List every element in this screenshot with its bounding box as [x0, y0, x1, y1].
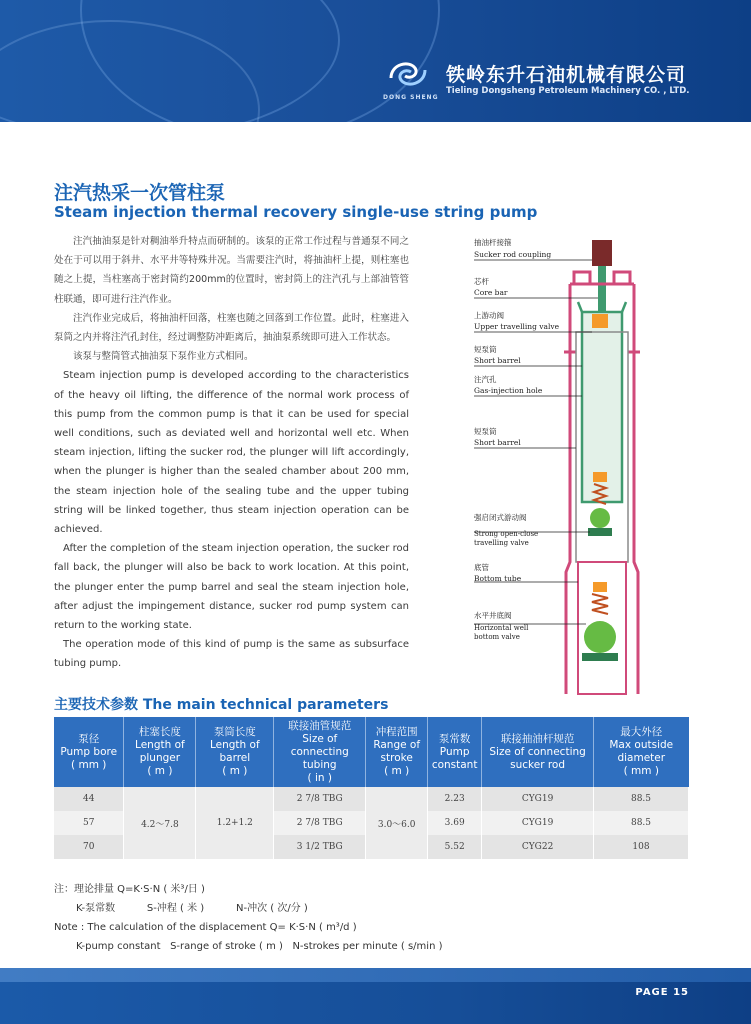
label-gas-hole-en: Gas-injection hole	[474, 386, 543, 395]
cell-rod: CYG22	[482, 835, 594, 859]
label-bottom-tube-cn: 底管	[474, 563, 489, 572]
header-sucker-rod-size: 联接抽油杆规范 Size of connecting sucker rod	[482, 717, 594, 787]
cell-diameter: 88.5	[594, 787, 689, 811]
label-upper-valve-cn: 上游动阀	[474, 311, 504, 320]
paragraph-cn: 注汽抽油泵是针对稠油举升特点而研制的。该泵的正常工作过程与普通泵不同之处在于可以用于斜井、水平井等特殊井况。当需要注汽时，将抽油杆上提，则柱塞也随之上提，当柱塞高于密封筒约200mm的位置时，密封筒上的注汽孔与上部油管管柱联通，即可进行注汽作业。	[54, 236, 409, 305]
label-bottom-valve-en: Horizontal well bottom valve	[474, 624, 529, 641]
label-short-barrel-cn: 短泵筒	[474, 345, 497, 354]
label-travelling-valve-en: Strong open-close travelling valve	[474, 530, 539, 547]
note-line: 注：理论排量 Q=K·S·N ( 米³/日 )	[54, 884, 205, 895]
pump-structure-diagram	[470, 232, 670, 702]
cell-stroke-range: 3.0～6.0	[366, 787, 428, 859]
table-header-row	[54, 717, 689, 787]
description-text	[54, 232, 409, 674]
cell-bore: 44	[54, 787, 124, 811]
table-row	[54, 787, 689, 811]
label-travelling-valve-cn: 强启闭式游动阀	[474, 513, 527, 522]
label-upper-valve-en: Upper travelling valve	[474, 322, 560, 331]
header-barrel-length: 泵筒长度 Length of barrel ( m )	[196, 717, 274, 787]
note-line: K-泵常数 S-冲程 ( 米 ) N-冲次 ( 次/分 )	[76, 903, 308, 914]
page-title-en: Steam injection thermal recovery single-use string pump	[54, 203, 538, 221]
sucker-rod-coupling-shape	[592, 240, 612, 266]
header-plunger-length: 柱塞长度 Length of plunger ( m )	[124, 717, 196, 787]
header-stroke-range: 冲程范围 Range of stroke ( m )	[366, 717, 428, 787]
cell-tubing: 2 7/8 TBG	[274, 787, 366, 811]
label-core-bar-cn: 芯杆	[474, 277, 489, 286]
page-header	[0, 0, 751, 122]
formula-notes	[54, 880, 443, 956]
label-sucker-rod-coupling-cn: 抽油杆接箍	[474, 238, 512, 247]
header-pump-bore: 泵径 Pump bore ( mm )	[54, 717, 124, 787]
cell-rod: CYG19	[482, 811, 594, 835]
cell-barrel-length: 1.2+1.2	[196, 787, 274, 859]
cell-tubing: 3 1/2 TBG	[274, 835, 366, 859]
label-short-barrel-2-cn: 短泵筒	[474, 427, 497, 436]
company-name-cn: 铁岭东升石油机械有限公司	[446, 64, 687, 86]
cell-constant: 3.69	[428, 811, 482, 835]
label-short-barrel-en: Short barrel	[474, 356, 521, 365]
paragraph-cn: 该泵与整筒管式抽油泵下泵作业方式相同。	[73, 351, 254, 363]
travelling-valve-ball-shape	[590, 508, 610, 528]
core-bar-shape	[598, 266, 606, 312]
label-core-bar-en: Core bar	[474, 288, 508, 297]
note-line: K-pump constant S-range of stroke ( m ) N-strokes per minute ( s/min )	[76, 941, 443, 952]
logo-text: DONG SHENG	[383, 94, 439, 101]
paragraph-en: The operation mode of this kind of pump is the same as subsurface tubing pump.	[54, 639, 409, 670]
company-logo-icon	[385, 56, 431, 92]
cell-plunger-length: 4.2～7.8	[124, 787, 196, 859]
cell-rod: CYG19	[482, 787, 594, 811]
bottom-valve-ball-shape	[584, 621, 616, 653]
label-gas-hole-cn: 注汽孔	[474, 375, 497, 384]
cell-constant: 2.23	[428, 787, 482, 811]
cell-bore: 57	[54, 811, 124, 835]
header-tubing-size: 联接油管规范 Size of connecting tubing ( in )	[274, 717, 366, 787]
footer-band	[0, 968, 751, 982]
note-line: Note : The calculation of the displacement Q= K·S·N ( m³/d )	[54, 922, 357, 933]
parameters-title: 主要技术参数 The main technical parameters	[54, 697, 389, 713]
company-name-en: Tieling Dongsheng Petroleum Machinery CO. , LTD.	[446, 86, 690, 96]
label-sucker-rod-coupling-en: Sucker rod coupling	[474, 250, 552, 259]
page-number: PAGE 15	[635, 987, 689, 998]
paragraph-en: Steam injection pump is developed according to the characteristics of the heavy oil lifting, the difference of the normal work process of this pump from the common pump is that it can be used for special well conditions, such as deviated well and horizontal well etc. When steam injection, lifting the sucker rod, the plunger will lift accordingly, when the plunger is higher than the sealed chamber about 200 mm, the steam injection hole of the sealing tube and the upper tubing string will be linked together, thus steam injection operation can be achieved.	[54, 370, 409, 536]
cell-constant: 5.52	[428, 835, 482, 859]
cell-tubing: 2 7/8 TBG	[274, 811, 366, 835]
page-title-cn: 注汽热采一次管柱泵	[54, 182, 226, 204]
cell-diameter: 88.5	[594, 811, 689, 835]
paragraph-cn: 注汽作业完成后，将抽油杆回落，柱塞也随之回落到工作位置。此时，柱塞进入泵筒之内并将注汽孔封住，经过调整防冲距离后，抽油泵系统即可进入工作状态。	[54, 312, 409, 344]
cell-diameter: 108	[594, 835, 689, 859]
label-short-barrel-2-en: Short barrel	[474, 438, 521, 447]
label-bottom-valve-cn: 水平井底阀	[474, 611, 512, 620]
paragraph-en: After the completion of the steam injection operation, the sucker rod fall back, the plunger will also be back to work location. At this point, the plunger enter the pump barrel and seal the steam injection hole, after adjust the impingement distance, sucker rod pump system can return to the working state.	[54, 543, 409, 632]
label-bottom-tube-en: Bottom tube	[474, 574, 522, 583]
upper-valve-shape	[592, 314, 608, 328]
cell-bore: 70	[54, 835, 124, 859]
header-max-diameter: 最大外径 Max outside diameter ( mm )	[594, 717, 689, 787]
parameters-table	[54, 717, 689, 859]
header-pump-constant: 泵常数 Pump constant	[428, 717, 482, 787]
